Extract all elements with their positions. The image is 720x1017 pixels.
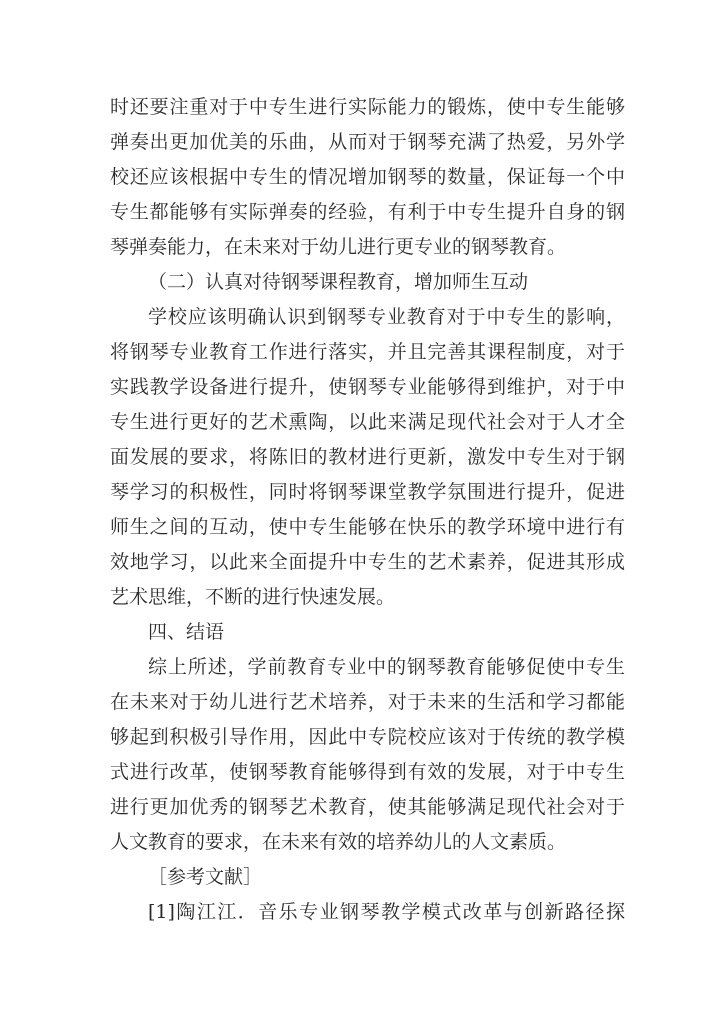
conclusion-heading: 四、结语 bbox=[148, 621, 225, 643]
paragraph-line: 够起到积极引导作用，因此中专院校应该对于传统的教学模 bbox=[110, 726, 625, 748]
paragraph-line: 琴弹奏能力，在未来对于幼儿进行更专业的钢琴教育。 bbox=[110, 236, 567, 258]
paragraph-line: 综上所述，学前教育专业中的钢琴教育能够促使中专生 bbox=[148, 656, 625, 678]
paragraph-line: 校还应该根据中专生的情况增加钢琴的数量，保证每一个中 bbox=[110, 166, 625, 188]
paragraph-line: 弹奏出更加优美的乐曲，从而对于钢琴充满了热爱，另外学 bbox=[110, 131, 625, 153]
paragraph-line: 实践教学设备进行提升，使钢琴专业能够得到维护，对于中 bbox=[110, 376, 625, 398]
reference-item: [1]陶江江．音乐专业钢琴教学模式改革与创新路径探 bbox=[148, 901, 625, 923]
references-heading: ［参考文献］ bbox=[148, 866, 263, 888]
paragraph-line: 琴学习的积极性，同时将钢琴课堂教学氛围进行提升，促进 bbox=[110, 481, 625, 503]
paragraph-line: 在未来对于幼儿进行艺术培养，对于未来的生活和学习都能 bbox=[110, 691, 625, 713]
paragraph-line: 面发展的要求，将陈旧的教材进行更新，激发中专生对于钢 bbox=[110, 446, 625, 468]
paragraph-line: 艺术思维，不断的进行快速发展。 bbox=[110, 586, 396, 608]
paragraph-line: 师生之间的互动，使中专生能够在快乐的教学环境中进行有 bbox=[110, 516, 625, 538]
paragraph-line: 效地学习，以此来全面提升中专生的艺术素养，促进其形成 bbox=[110, 551, 625, 573]
paragraph-line: 人文教育的要求，在未来有效的培养幼儿的人文素质。 bbox=[110, 831, 567, 853]
section-heading: （二）认真对待钢琴课程教育，增加师生互动 bbox=[148, 271, 529, 293]
paragraph-line: 进行更加优秀的钢琴艺术教育，使其能够满足现代社会对于 bbox=[110, 796, 625, 818]
paragraph-line: 时还要注重对于中专生进行实际能力的锻炼，使中专生能够 bbox=[110, 96, 625, 118]
paragraph-line: 将钢琴专业教育工作进行落实，并且完善其课程制度，对于 bbox=[110, 341, 625, 363]
paragraph-line: 学校应该明确认识到钢琴专业教育对于中专生的影响， bbox=[148, 306, 625, 328]
paragraph-line: 专生都能够有实际弹奏的经验，有利于中专生提升自身的钢 bbox=[110, 201, 625, 223]
paragraph-line: 式进行改革，使钢琴教育能够得到有效的发展，对于中专生 bbox=[110, 761, 625, 783]
paragraph-line: 专生进行更好的艺术熏陶，以此来满足现代社会对于人才全 bbox=[110, 411, 625, 433]
